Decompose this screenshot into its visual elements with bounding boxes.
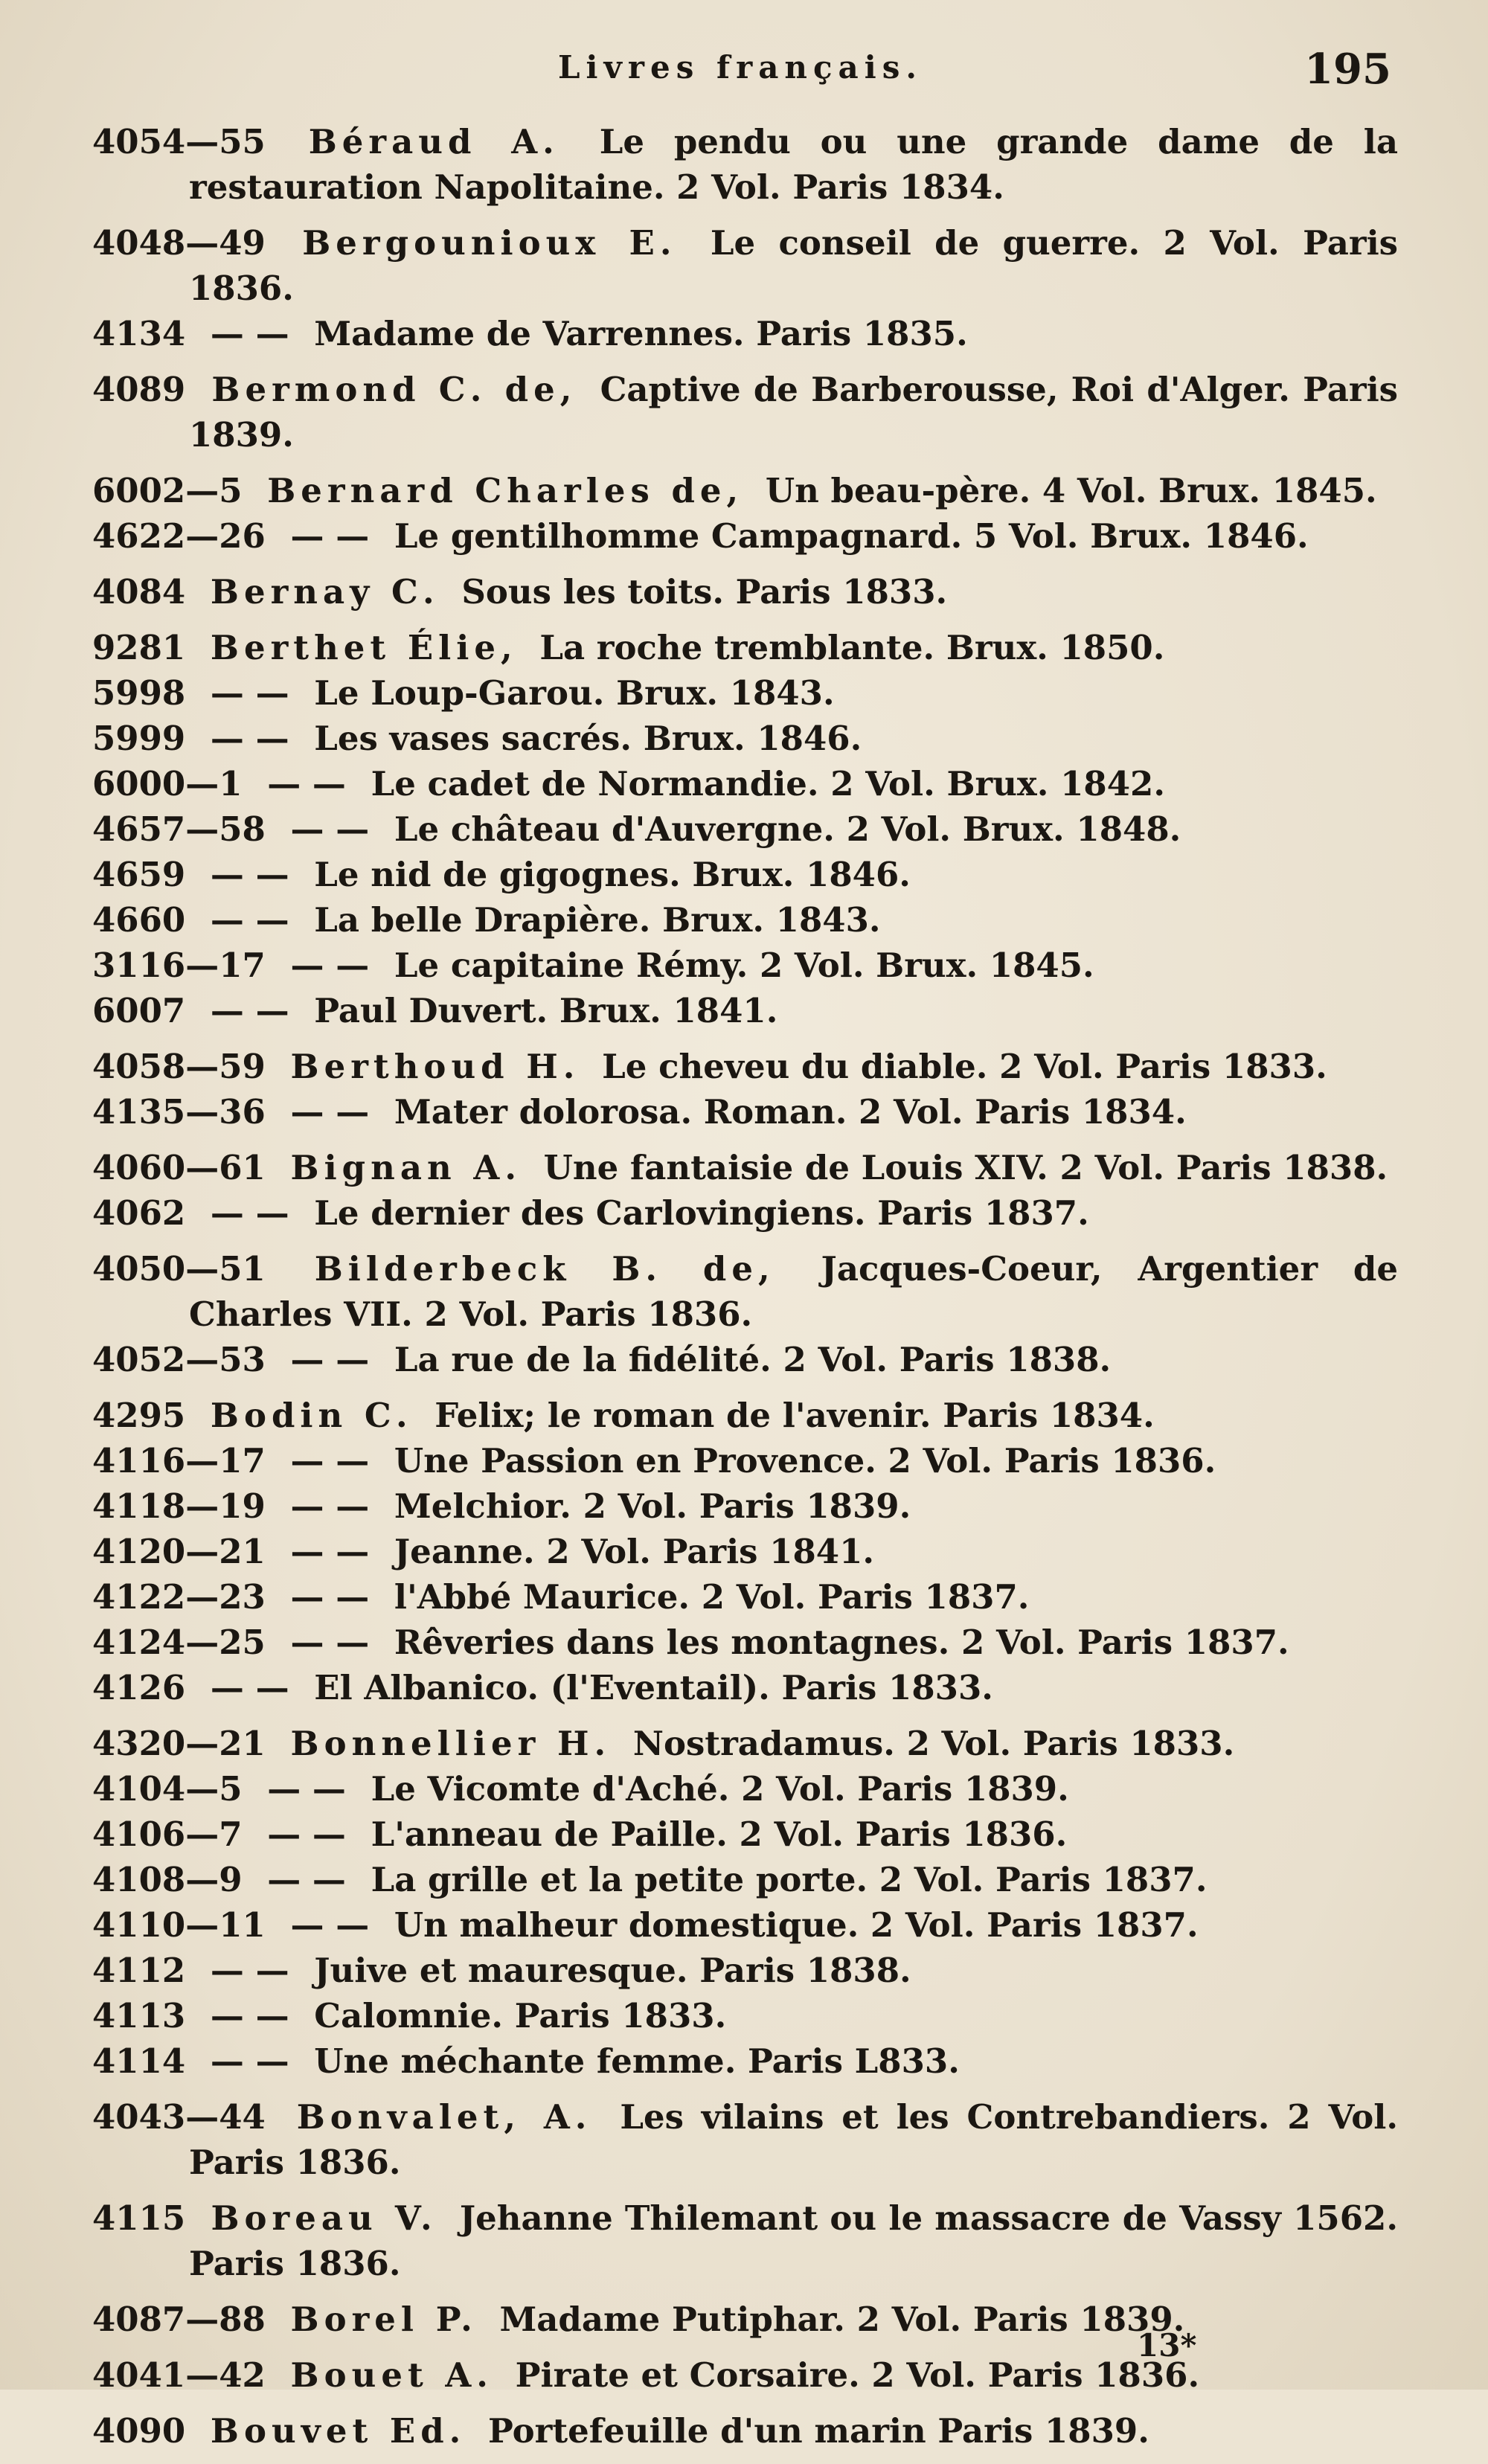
entry-author: Bodin C. (210, 1396, 413, 1435)
entry-number: 4050—51 (92, 1249, 266, 1289)
entry-number: 4120—21 (92, 1532, 266, 1571)
catalog-entry (92, 468, 1398, 513)
entry-author: Bignan A. (290, 1148, 522, 1187)
entry-ditto-dash: — — (210, 1996, 289, 2035)
entry-number: 4320—21 (92, 1724, 266, 1763)
entry-author: Bernard Charles de, (267, 471, 744, 510)
entry-title: Jeanne. 2 Vol. Paris 1841. (394, 1532, 875, 1571)
author-group (92, 625, 1398, 1033)
entry-ditto-dash: — — (210, 855, 289, 894)
entry-number: 4134 (92, 314, 186, 353)
catalog-entry (92, 761, 1398, 806)
entry-number: 4054—55 (92, 122, 266, 161)
entry-title: Jehanne Thilemant ou le massacre de Vassy 1562. Paris 1836. (189, 2198, 1398, 2283)
entry-title: Nostradamus. 2 Vol. Paris 1833. (632, 1724, 1235, 1763)
entry-author: Bouvet Ed. (210, 2411, 466, 2451)
entry-ditto-dash: — — (267, 764, 346, 803)
entry-number: 4110—11 (92, 1905, 266, 1945)
entry-number: 4124—25 (92, 1623, 266, 1662)
author-group (92, 468, 1398, 559)
entry-ditto-dash: — — (210, 1193, 289, 1233)
entry-number: 9281 (92, 628, 186, 667)
entry-number: 4113 (92, 1996, 186, 2035)
catalog-entry (92, 2094, 1398, 2185)
author-group (92, 1145, 1398, 1236)
catalog-entry (92, 1089, 1398, 1135)
entry-title: Le gentilhomme Campagnard. 5 Vol. Brux. 1846. (394, 516, 1309, 556)
author-group (92, 1246, 1398, 1382)
entry-title: La belle Drapière. Brux. 1843. (314, 900, 881, 940)
entry-number: 4126 (92, 1668, 186, 1707)
catalog-entry (92, 716, 1398, 761)
entry-title: Felix; le roman de l'avenir. Paris 1834. (434, 1396, 1155, 1435)
entry-number: 4089 (92, 370, 186, 409)
page-header (89, 45, 1391, 101)
author-group (92, 2408, 1398, 2454)
page-number: 195 (1304, 45, 1391, 94)
catalog-entry (92, 569, 1398, 615)
entry-ditto-dash: — — (267, 1815, 346, 1854)
entry-author: Bermond C. de, (211, 370, 577, 409)
entry-number: 5998 (92, 673, 186, 713)
entry-author: Berthet Élie, (210, 628, 518, 667)
entry-title: Le capitaine Rémy. 2 Vol. Brux. 1845. (394, 946, 1094, 985)
catalog-entry (92, 1721, 1398, 1766)
entry-number: 5999 (92, 719, 186, 758)
entry-ditto-dash: — — (290, 946, 370, 985)
entry-number: 4659 (92, 855, 186, 894)
entry-title: Le cheveu du diable. 2 Vol. Paris 1833. (602, 1047, 1327, 1086)
catalog-entry (92, 2195, 1398, 2286)
entry-title: Paul Duvert. Brux. 1841. (314, 991, 778, 1030)
entry-number: 4060—61 (92, 1148, 266, 1187)
entry-ditto-dash: — — (290, 1532, 370, 1571)
entry-title: Les vilains et les Contrebandiers. 2 Vol. Paris 1836. (189, 2097, 1399, 2182)
catalog-entry (92, 1044, 1398, 1089)
catalog-entry (92, 1190, 1398, 1236)
entry-author: Bernay C. (210, 572, 440, 612)
catalog-entry (92, 1857, 1398, 1902)
author-group (92, 1721, 1398, 2084)
author-group (92, 2094, 1398, 2185)
entry-number: 4108—9 (92, 1860, 243, 1899)
entry-title: Une Passion en Provence. 2 Vol. Paris 1836. (394, 1441, 1216, 1480)
entry-number: 6007 (92, 991, 186, 1030)
catalog-entry (92, 1393, 1398, 1438)
entry-title: Captive de Barberousse, Roi d'Alger. Paris 1839. (189, 370, 1398, 455)
author-group (92, 2195, 1398, 2286)
catalog-entry (92, 625, 1398, 670)
entry-author: Béraud A. (308, 122, 559, 161)
entry-author: Bergounioux E. (302, 223, 677, 263)
entry-number: 4048—49 (92, 223, 266, 263)
catalog-entry (92, 852, 1398, 897)
entry-title: Jacques-Coeur, Argentier de Charles VII. 2 Vol. Paris 1836. (189, 1249, 1398, 1334)
entry-number: 3116—17 (92, 946, 266, 985)
entry-number: 6002—5 (92, 471, 243, 510)
catalog-entry (92, 1483, 1398, 1529)
entry-author: Bilderbeck B. de, (314, 1249, 775, 1289)
entry-number: 4657—58 (92, 809, 266, 849)
entry-number: 4104—5 (92, 1769, 243, 1809)
entry-title: Le Loup-Garou. Brux. 1843. (314, 673, 835, 713)
entry-ditto-dash: — — (210, 673, 289, 713)
entry-ditto-dash: — — (290, 809, 370, 849)
entry-number: 4122—23 (92, 1577, 266, 1617)
entry-title: La grille et la petite porte. 2 Vol. Paris 1837. (371, 1860, 1208, 1899)
entry-title: Mater dolorosa. Roman. 2 Vol. Paris 1834. (394, 1092, 1187, 1132)
entry-title: Melchior. 2 Vol. Paris 1839. (394, 1486, 911, 1526)
entry-number: 4043—44 (92, 2097, 266, 2137)
catalog-entry (92, 1337, 1398, 1382)
entry-ditto-dash: — — (210, 2041, 289, 2081)
entry-number: 4118—19 (92, 1486, 266, 1526)
entry-title: l'Abbé Maurice. 2 Vol. Paris 1837. (394, 1577, 1030, 1617)
entry-author: Berthoud H. (290, 1047, 580, 1086)
catalog-entry (92, 1246, 1398, 1337)
running-title: Livres français. (558, 49, 923, 86)
entry-ditto-dash: — — (290, 1577, 370, 1617)
entry-number: 4041—42 (92, 2355, 266, 2395)
catalog-entry (92, 1620, 1398, 1665)
entry-number: 4112 (92, 1951, 186, 1990)
entry-ditto-dash: — — (210, 900, 289, 940)
entry-ditto-dash: — — (290, 1092, 370, 1132)
entry-number: 4058—59 (92, 1047, 266, 1086)
catalog-entry (92, 1145, 1398, 1190)
entry-number: 4114 (92, 2041, 186, 2081)
author-group (92, 569, 1398, 615)
catalog-entry (92, 2038, 1398, 2084)
author-group (92, 1393, 1398, 1710)
entry-author: Borel P. (290, 2300, 478, 2339)
entry-number: 4622—26 (92, 516, 266, 556)
entry-number: 4090 (92, 2411, 186, 2451)
author-group (92, 367, 1398, 458)
entry-title: Portefeuille d'un marin Paris 1839. (488, 2411, 1149, 2451)
entry-ditto-dash: — — (210, 719, 289, 758)
catalog-entry (92, 311, 1398, 356)
entry-title: Le conseil de guerre. 2 Vol. Paris 1836. (189, 223, 1398, 308)
entry-title: Calomnie. Paris 1833. (314, 1996, 727, 2035)
entry-ditto-dash: — — (210, 1668, 289, 1707)
entry-ditto-dash: — — (267, 1860, 346, 1899)
author-group (92, 119, 1398, 210)
catalog-entry (92, 806, 1398, 852)
catalog-entry (92, 1438, 1398, 1483)
catalog-entry (92, 897, 1398, 943)
entry-title: Madame de Varrennes. Paris 1835. (314, 314, 968, 353)
entry-ditto-dash: — — (210, 314, 289, 353)
entry-number: 4052—53 (92, 1340, 266, 1379)
entry-number: 4084 (92, 572, 186, 612)
catalog-entry (92, 119, 1398, 210)
entry-ditto-dash: — — (210, 1951, 289, 1990)
entry-title: Le pendu ou une grande dame de la restauration Napolitaine. 2 Vol. Paris 1834. (189, 122, 1398, 207)
entry-ditto-dash: — — (290, 1905, 370, 1945)
catalog-entry (92, 1948, 1398, 1993)
catalog-entries (92, 119, 1398, 2464)
entry-title: Rêveries dans les montagnes. 2 Vol. Paris 1837. (394, 1623, 1289, 1662)
catalog-entry (92, 1812, 1398, 1857)
entry-author: Bouet A. (290, 2355, 493, 2395)
entry-title: Le cadet de Normandie. 2 Vol. Brux. 1842. (371, 764, 1165, 803)
author-group (92, 2297, 1398, 2342)
entry-number: 4135—36 (92, 1092, 266, 1132)
entry-title: Le Vicomte d'Aché. 2 Vol. Paris 1839. (371, 1769, 1069, 1809)
entry-ditto-dash: — — (290, 516, 370, 556)
entry-title: Le dernier des Carlovingiens. Paris 1837. (314, 1193, 1089, 1233)
catalog-entry (92, 220, 1398, 311)
entry-title: Une méchante femme. Paris L833. (314, 2041, 960, 2081)
entry-number: 6000—1 (92, 764, 243, 803)
entry-number: 4115 (92, 2198, 186, 2238)
entry-number: 4106—7 (92, 1815, 243, 1854)
entry-title: Un beau-père. 4 Vol. Brux. 1845. (765, 471, 1377, 510)
catalog-entry (92, 943, 1398, 988)
entry-title: Juive et mauresque. Paris 1838. (314, 1951, 911, 1990)
entry-title: Une fantaisie de Louis XIV. 2 Vol. Paris 1838. (543, 1148, 1388, 1187)
catalog-entry (92, 1766, 1398, 1812)
author-group (92, 2352, 1398, 2398)
catalog-entry (92, 1993, 1398, 2038)
entry-number: 4295 (92, 1396, 186, 1435)
entry-author: Bonvalet, A. (296, 2097, 592, 2137)
catalog-entry (92, 367, 1398, 458)
entry-title: La rue de la fidélité. 2 Vol. Paris 1838. (394, 1340, 1112, 1379)
entry-ditto-dash: — — (290, 1623, 370, 1662)
catalog-entry (92, 2352, 1398, 2398)
entry-title: La roche tremblante. Brux. 1850. (539, 628, 1165, 667)
entry-title: Le château d'Auvergne. 2 Vol. Brux. 1848. (394, 809, 1181, 849)
entry-title: Sous les toits. Paris 1833. (461, 572, 948, 612)
catalog-entry (92, 988, 1398, 1033)
catalog-entry (92, 670, 1398, 716)
catalog-entry (92, 1902, 1398, 1948)
entry-title: El Albanico. (l'Eventail). Paris 1833. (314, 1668, 993, 1707)
catalog-entry (92, 1665, 1398, 1710)
entry-title: Un malheur domestique. 2 Vol. Paris 1837. (394, 1905, 1199, 1945)
entry-author: Boreau V. (211, 2198, 437, 2238)
catalog-entry (92, 513, 1398, 559)
catalog-entry (92, 2297, 1398, 2342)
entry-ditto-dash: — — (267, 1769, 346, 1809)
signature-mark: 13* (1137, 2327, 1197, 2364)
catalog-entry (92, 1574, 1398, 1620)
entry-number: 4660 (92, 900, 186, 940)
entry-ditto-dash: — — (210, 991, 289, 1030)
catalog-entry (92, 1529, 1398, 1574)
entry-ditto-dash: — — (290, 1441, 370, 1480)
entry-ditto-dash: — — (290, 1340, 370, 1379)
entry-number: 4116—17 (92, 1441, 266, 1480)
author-group (92, 1044, 1398, 1135)
entry-title: Pirate et Corsaire. 2 Vol. Paris 1836. (515, 2355, 1200, 2395)
entry-ditto-dash: — — (290, 1486, 370, 1526)
entry-title: Le nid de gigognes. Brux. 1846. (314, 855, 911, 894)
author-group (92, 220, 1398, 356)
entry-number: 4087—88 (92, 2300, 266, 2339)
entry-title: L'anneau de Paille. 2 Vol. Paris 1836. (371, 1815, 1068, 1854)
entry-title: Madame Putiphar. 2 Vol. Paris 1839. (499, 2300, 1185, 2339)
entry-author: Bonnellier H. (290, 1724, 612, 1763)
entry-title: Les vases sacrés. Brux. 1846. (314, 719, 862, 758)
catalog-entry (92, 2408, 1398, 2454)
entry-number: 4062 (92, 1193, 186, 1233)
